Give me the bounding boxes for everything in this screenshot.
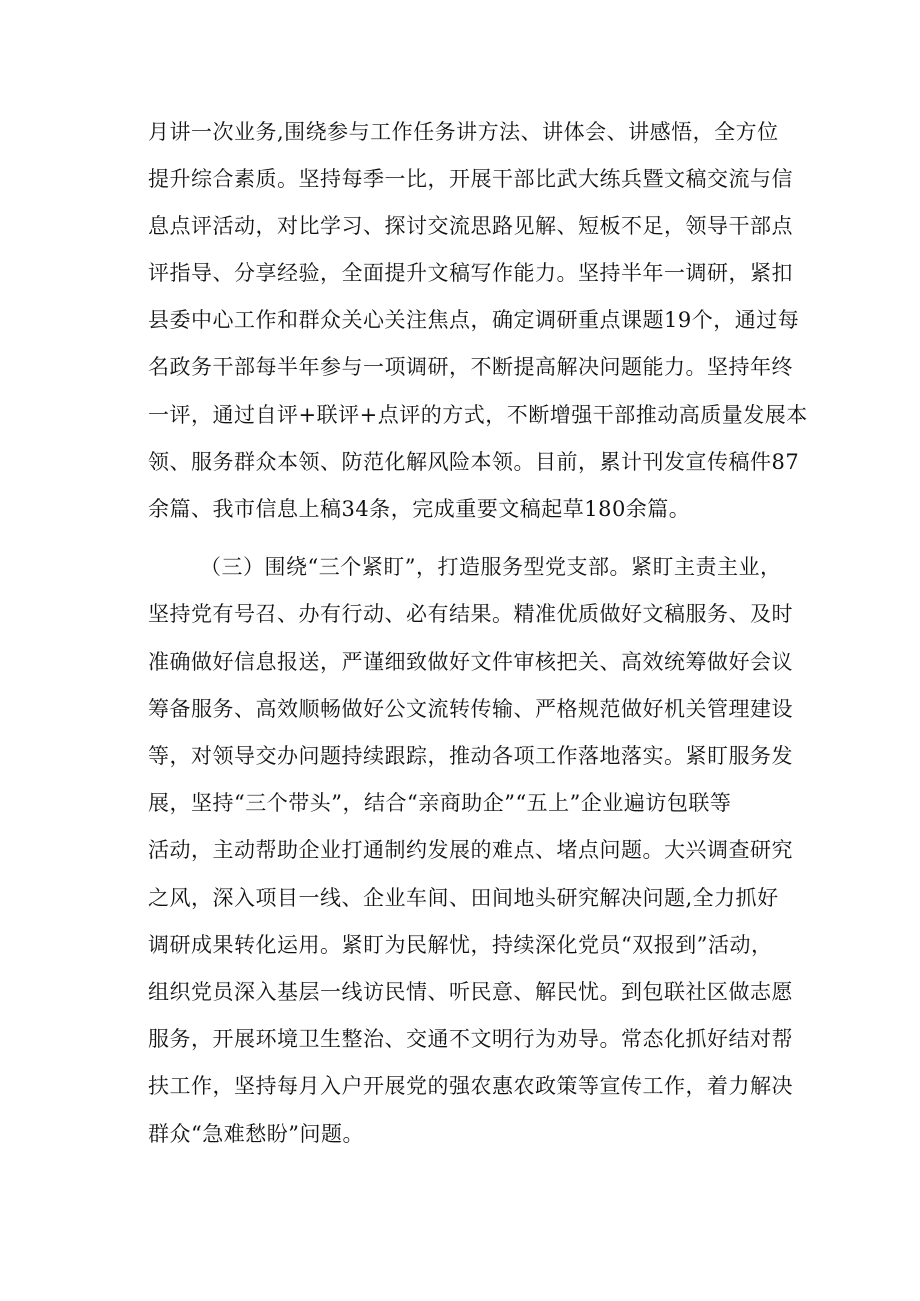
text-line: 之风，深入项目一线、企业车间、田间地头研究解决问题,全力抓好: [148, 886, 779, 910]
text-line: 月讲一次业务,围绕参与工作任务讲方法、讲体会、讲感悟，全方位: [148, 120, 779, 144]
text-line: 活动，主动帮助企业打通制约发展的难点、堵点问题。大兴调查研究: [148, 838, 793, 862]
text-line: 评指导、分享经验，全面提升文稿写作能力。坚持半年一调研，紧扣: [148, 261, 793, 285]
text-line: 坚持党有号召、办有行动、必有结果。精准优质做好文稿服务、及时: [148, 602, 793, 626]
text-line: 名政务干部每半年参与一项调研，不断提高解决问题能力。坚持年终: [148, 355, 793, 379]
text-line: 提升综合素质。坚持每季一比，开展干部比武大练兵暨文稿交流与信: [148, 167, 793, 191]
text-line: 群众“急难愁盼”问题。: [148, 1122, 364, 1146]
text-line: 息点评活动，对比学习、探讨交流思路见解、短板不足，领导干部点: [148, 214, 793, 238]
text-line: 准确做好信息报送，严谨细致做好文件审核把关、高效统筹做好会议: [148, 650, 793, 674]
text-line: 调研成果转化运用。紧盯为民解忧，持续深化党员“双报到”活动，: [148, 933, 773, 957]
text-line: 扶工作，坚持每月入户开展党的强农惠农政策等宣传工作，着力解决: [148, 1074, 793, 1098]
text-line: 服务，开展环境卫生整治、交通不文明行为劝导。常态化抓好结对帮: [148, 1027, 793, 1051]
text-line: 县委中心工作和群众关心关注焦点，确定调研重点课题19个，通过每: [148, 308, 800, 332]
section-heading-line: （三）围绕“三个紧盯”，打造服务型党支部。紧盯主责主业，: [200, 555, 782, 579]
text-line: 等，对领导交办问题持续跟踪，推动各项工作落地落实。紧盯服务发: [148, 744, 793, 768]
text-line: 展，坚持“三个带头”，结合“亲商助企”“五上”企业遍访包联等: [148, 791, 732, 815]
text-line: 余篇、我市信息上稿34条，完成重要文稿起草180余篇。: [148, 497, 691, 521]
text-line: 领、服务群众本领、防范化解风险本领。目前，累计刊发宣传稿件87: [148, 450, 800, 474]
text-line: 一评，通过自评+联评+点评的方式，不断增强干部推动高质量发展本: [148, 403, 808, 427]
text-line: 组织党员深入基层一线访民情、听民意、解民忧。到包联社区做志愿: [148, 980, 793, 1004]
text-line: 筹备服务、高效顺畅做好公文流转传输、严格规范做好机关管理建设: [148, 697, 793, 721]
